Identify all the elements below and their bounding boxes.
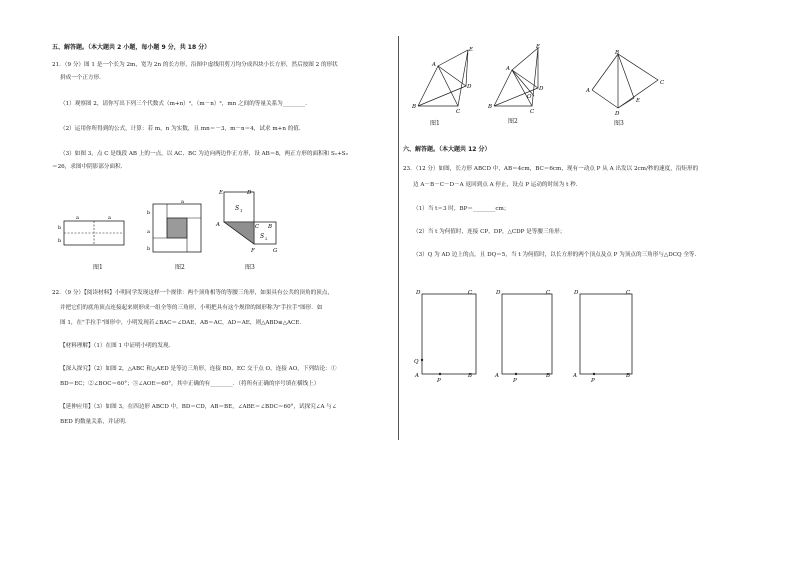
svg-text:Q: Q <box>414 359 419 365</box>
q22-line1: 22．（9 分）【阅读材料】小明同学发现这样一个规律：两个顶角相等的等腰三角形，如果具有公共的顶角的顶点， <box>52 290 333 296</box>
q21-figure-2-caption: 图2 <box>175 264 185 271</box>
svg-text:S: S <box>235 205 240 212</box>
svg-text:E: E <box>636 98 641 104</box>
svg-text:B: B <box>468 373 473 379</box>
svg-text:1: 1 <box>240 208 243 213</box>
q21-part1: （1）观察图 2，请你写出下列三个代数式（m+n）²，（m－n）²，mn 之间的等量关系为________． <box>60 101 311 107</box>
svg-text:C: C <box>255 224 260 230</box>
svg-text:O: O <box>527 94 532 100</box>
q23-figure-b <box>490 286 566 384</box>
q21-figure-1-caption: 图1 <box>93 264 103 271</box>
q22-figure-2-caption: 图2 <box>508 118 518 125</box>
q22-material-understanding: 【材料理解】（1）在图 1 中证明小明的发现． <box>60 343 175 349</box>
svg-text:A: A <box>432 62 436 68</box>
q22-figure-1-caption: 图1 <box>430 120 440 127</box>
q21-part3-line1: （3）如图 3，点 C 是线段 AB 上的一点，以 AC、BC 为边向两边作正方形，设 AB＝8，两正方形的面积和 S₁+S₂ <box>60 151 348 157</box>
svg-text:b: b <box>147 246 151 252</box>
q23-part1: （1）当 t＝3 时，BP＝________cm； <box>413 206 510 212</box>
q22-figure-3 <box>584 46 674 116</box>
svg-text:A: A <box>495 373 499 379</box>
svg-text:D: D <box>615 111 620 116</box>
q22-figure-1 <box>410 40 480 116</box>
svg-text:E: E <box>536 44 541 50</box>
svg-text:E: E <box>219 190 224 196</box>
q23-part2: （2）当 t 为何值时，连接 CP，DP，△CDP 是等腰三角形； <box>413 229 566 235</box>
q23-part3: （3）Q 为 AD 边上的点，且 DQ＝5，当 t 为何值时，以长方形的两个顶点及点 P 为顶点的三角形与△DCQ 全等． <box>413 252 701 258</box>
svg-text:C: C <box>660 80 665 86</box>
q22-extension-line1: 【延伸应用】（3）如图 3，在四边形 ABCD 中，BD＝CD，AB＝BE，∠ABE＝∠BDC＝60°，试探究∠A 与∠ <box>60 404 337 410</box>
svg-text:B: B <box>626 373 631 379</box>
q21-part3-line2: ＝26，求图中阴影部分面积． <box>52 164 127 170</box>
svg-text:D: D <box>247 190 252 196</box>
svg-text:a: a <box>181 200 184 205</box>
svg-text:S: S <box>260 233 265 240</box>
svg-text:b: b <box>58 225 62 231</box>
q22-deep-inquiry-line1: 【深入探究】（2）如图 2，△ABC 和△AED 是等边三角形，连接 BD，EC 交于点 O，连接 AO，下列结论：① <box>60 366 337 372</box>
svg-text:E: E <box>469 47 474 53</box>
q21-figure-3-caption: 图3 <box>245 264 255 271</box>
q23-line2: 边 A－B－C－D－A 返回到点 A 停止，设点 P 运动的时间为 t 秒． <box>413 182 582 188</box>
svg-text:A: A <box>573 373 577 379</box>
svg-text:P: P <box>513 378 517 384</box>
svg-text:D: D <box>574 290 579 296</box>
column-divider <box>398 36 399 440</box>
svg-text:C: C <box>468 290 473 296</box>
svg-text:B: B <box>412 104 417 110</box>
svg-text:B: B <box>488 104 493 110</box>
q23-line1: 23．（12 分）如图，长方形 ABCD 中，AB＝4cm，BC＝6cm，现有一动点 P 从 A 出发以 2cm/秒的速度，沿矩形的 <box>403 166 699 172</box>
q21-line2: 拼成一个正方形． <box>60 75 105 81</box>
svg-text:G: G <box>273 248 278 254</box>
svg-text:a: a <box>108 215 111 221</box>
svg-text:A: A <box>586 88 590 94</box>
svg-text:C: C <box>530 109 535 115</box>
q22-line3: 图 1，在"手拉手"图形中，小明发现若∠BAC＝∠DAE，AB＝AC，AD＝AE，则△ABD≌△ACE． <box>60 320 305 326</box>
q21-figure-3 <box>210 186 282 260</box>
q22-figure-3-caption: 图3 <box>614 120 624 127</box>
section5-title: 五、解答题。（本大题共 2 小题，每小题 9 分，共 18 分） <box>52 44 211 51</box>
svg-text:a: a <box>147 229 150 235</box>
svg-text:D: D <box>496 290 501 296</box>
svg-text:D: D <box>467 84 472 90</box>
section6-title: 六、解答题。（本大题共 12 分） <box>403 146 491 153</box>
svg-text:C: C <box>546 290 551 296</box>
svg-text:P: P <box>437 378 441 384</box>
q22-extension-line2: BED 的数量关系，并证明． <box>60 419 131 425</box>
q22-figure-2 <box>486 40 556 116</box>
svg-text:b: b <box>147 210 151 216</box>
svg-text:B: B <box>268 224 273 230</box>
q23-figure-c <box>568 286 644 384</box>
q23-figure-a <box>410 286 486 384</box>
svg-text:C: C <box>456 109 461 115</box>
svg-text:a: a <box>76 215 79 221</box>
svg-text:F: F <box>251 248 255 254</box>
svg-text:b: b <box>58 238 62 244</box>
svg-text:D: D <box>539 86 544 92</box>
svg-text:B: B <box>546 373 551 379</box>
q21-part2: （2）运用你所得到的公式，计算：若 m，n 为实数，且 mn＝－3，m－n＝4，试求 m+n 的值． <box>60 126 305 132</box>
svg-text:D: D <box>416 290 421 296</box>
svg-text:P: P <box>591 378 595 384</box>
q21-line1: 21．（9 分）图 1 是一个长为 2m，宽为 2n 的长方形，沿图中虚线用剪刀均分成四块小长方形，然后按图 2 的形状 <box>52 62 338 68</box>
q21-figure-2 <box>146 200 208 254</box>
q21-figure-1 <box>56 212 132 254</box>
svg-text:C: C <box>626 290 631 296</box>
svg-text:A: A <box>506 66 510 72</box>
svg-text:A: A <box>216 222 220 228</box>
svg-text:A: A <box>415 373 419 379</box>
q22-deep-inquiry-line2: BD＝EC；②∠BOC＝60°；③∠AOE＝60°，其中正确的有________．（将所有正确的序号填在横线上） <box>60 381 320 387</box>
svg-text:2: 2 <box>265 236 268 241</box>
q22-line2: 并把它们的底角顶点连接起来则形成一组全等的三角形，小明把具有这个规律的图形称为"手拉手"图形．如 <box>60 305 323 311</box>
svg-text:B: B <box>615 50 620 56</box>
